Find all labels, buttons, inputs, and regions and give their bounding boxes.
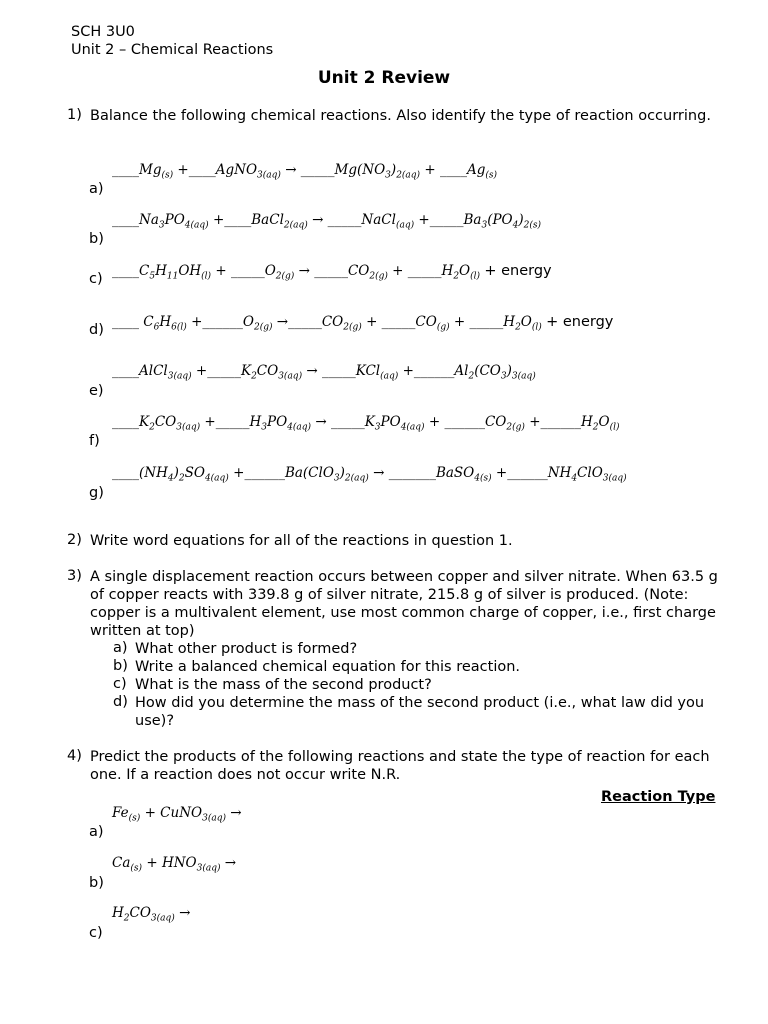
q4-letter-a: a) [89, 824, 104, 840]
equation-d: ____ $C_6H_{6(l)}$ $+\_\_\_\_\_\_O_{2(g)}$ $\to\_\_\_\_\_CO_{2(g)}$ + $\_\_\_\_\_CO_{(g)}$ + $\_\_\_\_\_H_2O_{(l)}$ + energy [112, 314, 614, 333]
q1-letter-a: a) [89, 181, 104, 197]
page-title: Unit 2 Review [317, 68, 451, 88]
q1-letter-b: b) [89, 231, 104, 247]
q4-equation-b: $Ca_{(s)} + HNO_{3(aq)}$ → [112, 855, 237, 874]
energy-c: + energy [484, 263, 552, 279]
reaction-type-heading: Reaction Type [601, 789, 716, 805]
q1-text: Balance the following chemical reactions. Also identify the type of reaction occurring. [90, 108, 711, 124]
q1-letter-c: c) [89, 271, 103, 287]
q1-letter-d: d) [89, 322, 104, 338]
q1-letter-g: g) [89, 485, 104, 501]
equation-a: $\_\_\_\_Mg_{(s)}$ +____AgNO$_{3(aq)}$ → $\_\_\_\_\_Mg(NO_3)_{2(aq)}$ + $\_\_\_\_Ag_{(s)}$ [112, 162, 498, 181]
q2-number: 2) [67, 532, 82, 548]
q4-equation-a: $Fe_{(s)}$ + CuNO$_{3(aq)}$ → [112, 805, 242, 824]
unit-title: Unit 2 – Chemical Reactions [71, 42, 274, 58]
q3-item-d: How did you determine the mass of the second product (i.e., what law did you use)? [135, 695, 705, 729]
q3-item-c: What is the mass of the second product? [135, 677, 432, 693]
q1-number: 1) [67, 107, 82, 123]
q3-number: 3) [67, 568, 82, 584]
q4-letter-c: c) [89, 925, 103, 941]
q3-item-a: What other product is formed? [135, 641, 358, 657]
equation-f: $\_\_\_\_K_2CO_{3(aq)}$ $+\_\_\_\_\_H_3PO_{4(aq)}$ → $\_\_\_\_\_K_3PO_{4(aq)}$ + $\_\_\_\_\_\_CO_{2(g)}$ $+\_\_\_\_\_\_H_2O_{(l)}$ [112, 414, 620, 433]
equation-g: $\_\_\_\_(NH_4)_2SO_{4(aq)}$ $+\_\_\_\_\_\_Ba(ClO_3)_{2(aq)}$ → _______BaSO$_{4(s)}$ $+\_\_\_\_\_\_NH_4ClO_{3(aq)}$ [112, 465, 627, 484]
q1-letter-e: e) [89, 383, 104, 399]
q3-letter-d: d) [113, 694, 128, 710]
equation-e: ____AlCl$_{3(aq)}$ $+\_\_\_\_\_K_2CO_{3(aq)}$ → _____KCl$_{(aq)}$ $+\_\_\_\_\_\_Al_2(CO_3)_{3(aq)}$ [112, 363, 536, 382]
q2-text: Write word equations for all of the reactions in question 1. [90, 533, 513, 549]
equation-b: $\_\_\_\_Na_3PO_{4(aq)}$ +____BaCl$_{2(aq)}$ → _____NaCl$_{(aq)}$ $+\_\_\_\_\_Ba_3(PO_4)_{2(s)}$ [112, 212, 541, 231]
equation-c: $\_\_\_\_C_5H_{11}OH_{(l)}$ + $\_\_\_\_\_O_{2(g)}$ → $\_\_\_\_\_CO_{2(g)}$ + $\_\_\_\_\_H_2O_{(l)}$ + energy [112, 263, 552, 282]
q4-text: Predict the products of the following reactions and state the type of reaction for each one. If a reaction does not occur write N.R. [90, 749, 710, 783]
q4-equation-c: $H_2CO_{3(aq)}$ → [112, 905, 191, 924]
q3-item-b: Write a balanced chemical equation for this reaction. [135, 659, 521, 675]
course-code: SCH 3U0 [71, 24, 135, 40]
q3-text: A single displacement reaction occurs between copper and silver nitrate. When 63.5 g of copper reacts with 339.8 g of silver nitrate, 215.8 g of silver is produced. (Note: copper is a multivalent element, use most common charge of copper, i.e., first charge written at top) [90, 569, 718, 639]
energy-d: + energy [546, 314, 614, 330]
q3-letter-b: b) [113, 658, 128, 674]
q1-letter-f: f) [89, 433, 100, 449]
q4-number: 4) [67, 748, 82, 764]
q4-letter-b: b) [89, 875, 104, 891]
q3-letter-a: a) [113, 640, 128, 656]
q3-letter-c: c) [113, 676, 127, 692]
